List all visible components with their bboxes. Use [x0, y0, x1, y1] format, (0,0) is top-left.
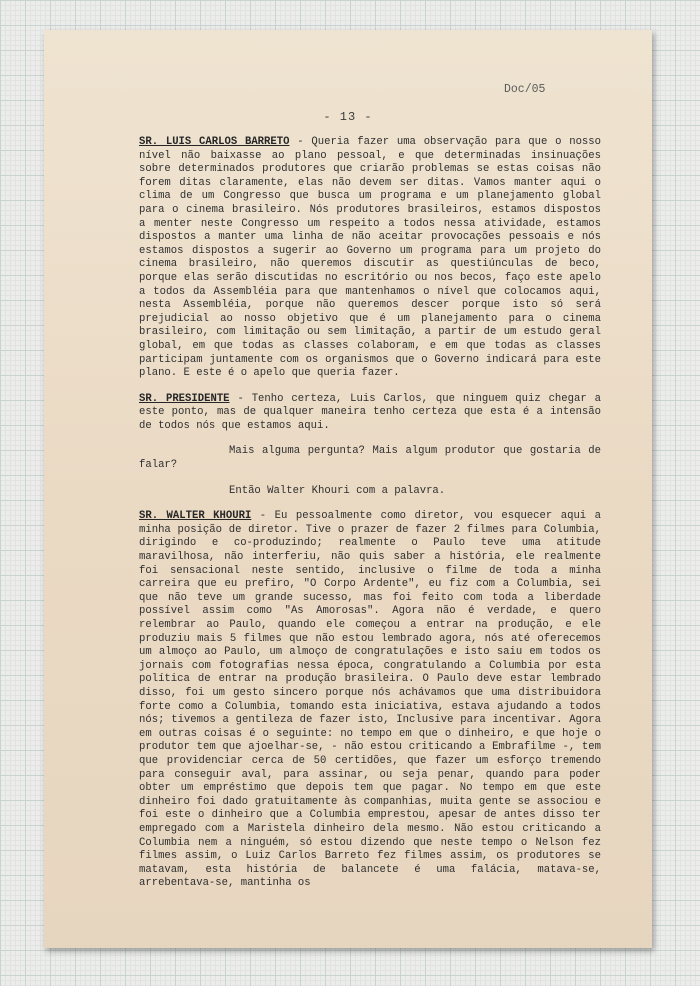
speech-text: - Queria fazer uma observação para que o nosso nível não baixasse ao plano pessoal, e que determinadas insinuações sobre determinados produtores que criarão problemas se estas coisas não forem ditas claramente, elas não devem ser ditas. Vamos manter aqui o clima de um Congresso que busca um programa e um planejamento global para o cinema brasileiro. Nós produtores brasileiros, estamos dispostos a menter neste Congresso um respeito a todos nessa atividade, estamos dispostos a manter uma linha de não aceitar provocações pessoais e nós estamos dispostos a sugerir ao Governo um programa para um projeto do cinema brasileiro, não queremos discutir as questiúnculas de beco, porque elas serão discutidas no escritório ou nos becos, faço este apelo a todos da Assembléia para que mantenhamos o nível que colocamos aqui, nesta Assembléia, porque não queremos descer porque isto só será prejudicial ao nosso objetivo que é um planejamento para o cinema brasileiro, com limitação ou sem limitação, a partir de um estudo geral global, em que todas as classes colaboram, e em que todas as classes participam juntamente com os organismos que o Governo indicará para este plano. E este é o apelo que queria fazer. — [139, 136, 608, 380]
paragraph-presidente — [139, 392, 608, 434]
speech-text: Mais alguma pergunta? Mais algum produtor que gostaria de falar? — [139, 445, 608, 472]
speaker-name: SR. WALTER KHOURI — [139, 510, 252, 523]
speech-text: - Tenho certeza, Luis Carlos, que ninguem quiz chegar a este ponto, mas de qualquer maneira tenho certeza que esta é a intensão de todos nós que estamos aqui. — [139, 392, 608, 432]
typewritten-page — [44, 30, 652, 948]
page-number: - 13 - — [323, 110, 373, 124]
paragraph-barreto — [139, 136, 608, 381]
speech-text: Então Walter Khouri com a palavra. — [229, 484, 446, 497]
speech-text: - Eu pessoalmente como diretor, vou esquecer aqui a minha posição de diretor. Tive o prazer de fazer 2 filmes para Columbia, dirigindo e co-produzindo; realmente o Paulo teve uma atitude maravilhosa, não interferiu, não quis saber a história, ele realmente foi sensacional neste sentido, inclusive o filme de toda a minha carreira que eu prefiro, "O Corpo Ardente", eu fiz com a Columbia, sei que não teve um grande sucesso, mas foi feito com toda a liberdade possível assim como "As Amorosas". Agora não é verdade, e quero relembrar ao Paulo, quando ele começou a entrar na produção, e ele produziu mais 5 filmes que não estou lembrado agora, nós até oferecemos um almoço ao Paulo, um almoço de congratulações e isto saiu em todos os jornais com fotografias nessa época, congratulando a Columbia por esta política de entrar na produção brasileira. O Paulo deve estar lembrado disso, foi um gesto sincero porque nós achávamos que uma distribuidora forte como a Columbia, tomando esta iniciativa, estava ajudando a todos nós; tivemos a gentileza de fazer isto, Inclusive para incentivar. Agora em outras coisas é o seguinte: no tempo em que o dinheiro, e que hoje o produtor tem que ajoelhar-se, - não estou criticando a Embrafilme -, tem que providenciar cerca de 50 certidões, que fazer um esforço tremendo para conseguir aval, para assinar, ou seja penar, quando para poder obter um empréstimo que depois tem que pagar. No tempo em que este dinheiro foi dado gratuitamente às companhias, muita gente se associou e foi este o dinheiro que a Columbia emprestou, apesar de antes disso ter empregado com a Maristela dinheiro dela mesmo. Não estou criticando a Columbia nem a ninguém, só estou dizendo que neste tempo o Nelson fez filmes assim, o Luiz Carlos Barreto fez filmes assim, os produtores se matavam, esta história de balancete é uma falácia, matava-se, arrebentava-se, mantinha os — [139, 510, 608, 890]
document-reference: Doc/05 — [504, 83, 546, 96]
transcript-body — [139, 136, 608, 903]
speaker-name: SR. PRESIDENTE — [139, 392, 230, 405]
paragraph-khouri — [139, 510, 608, 891]
speaker-name: SR. LUIS CARLOS BARRETO — [139, 136, 290, 148]
paragraph-question — [139, 445, 608, 472]
paragraph-handover — [139, 485, 601, 499]
